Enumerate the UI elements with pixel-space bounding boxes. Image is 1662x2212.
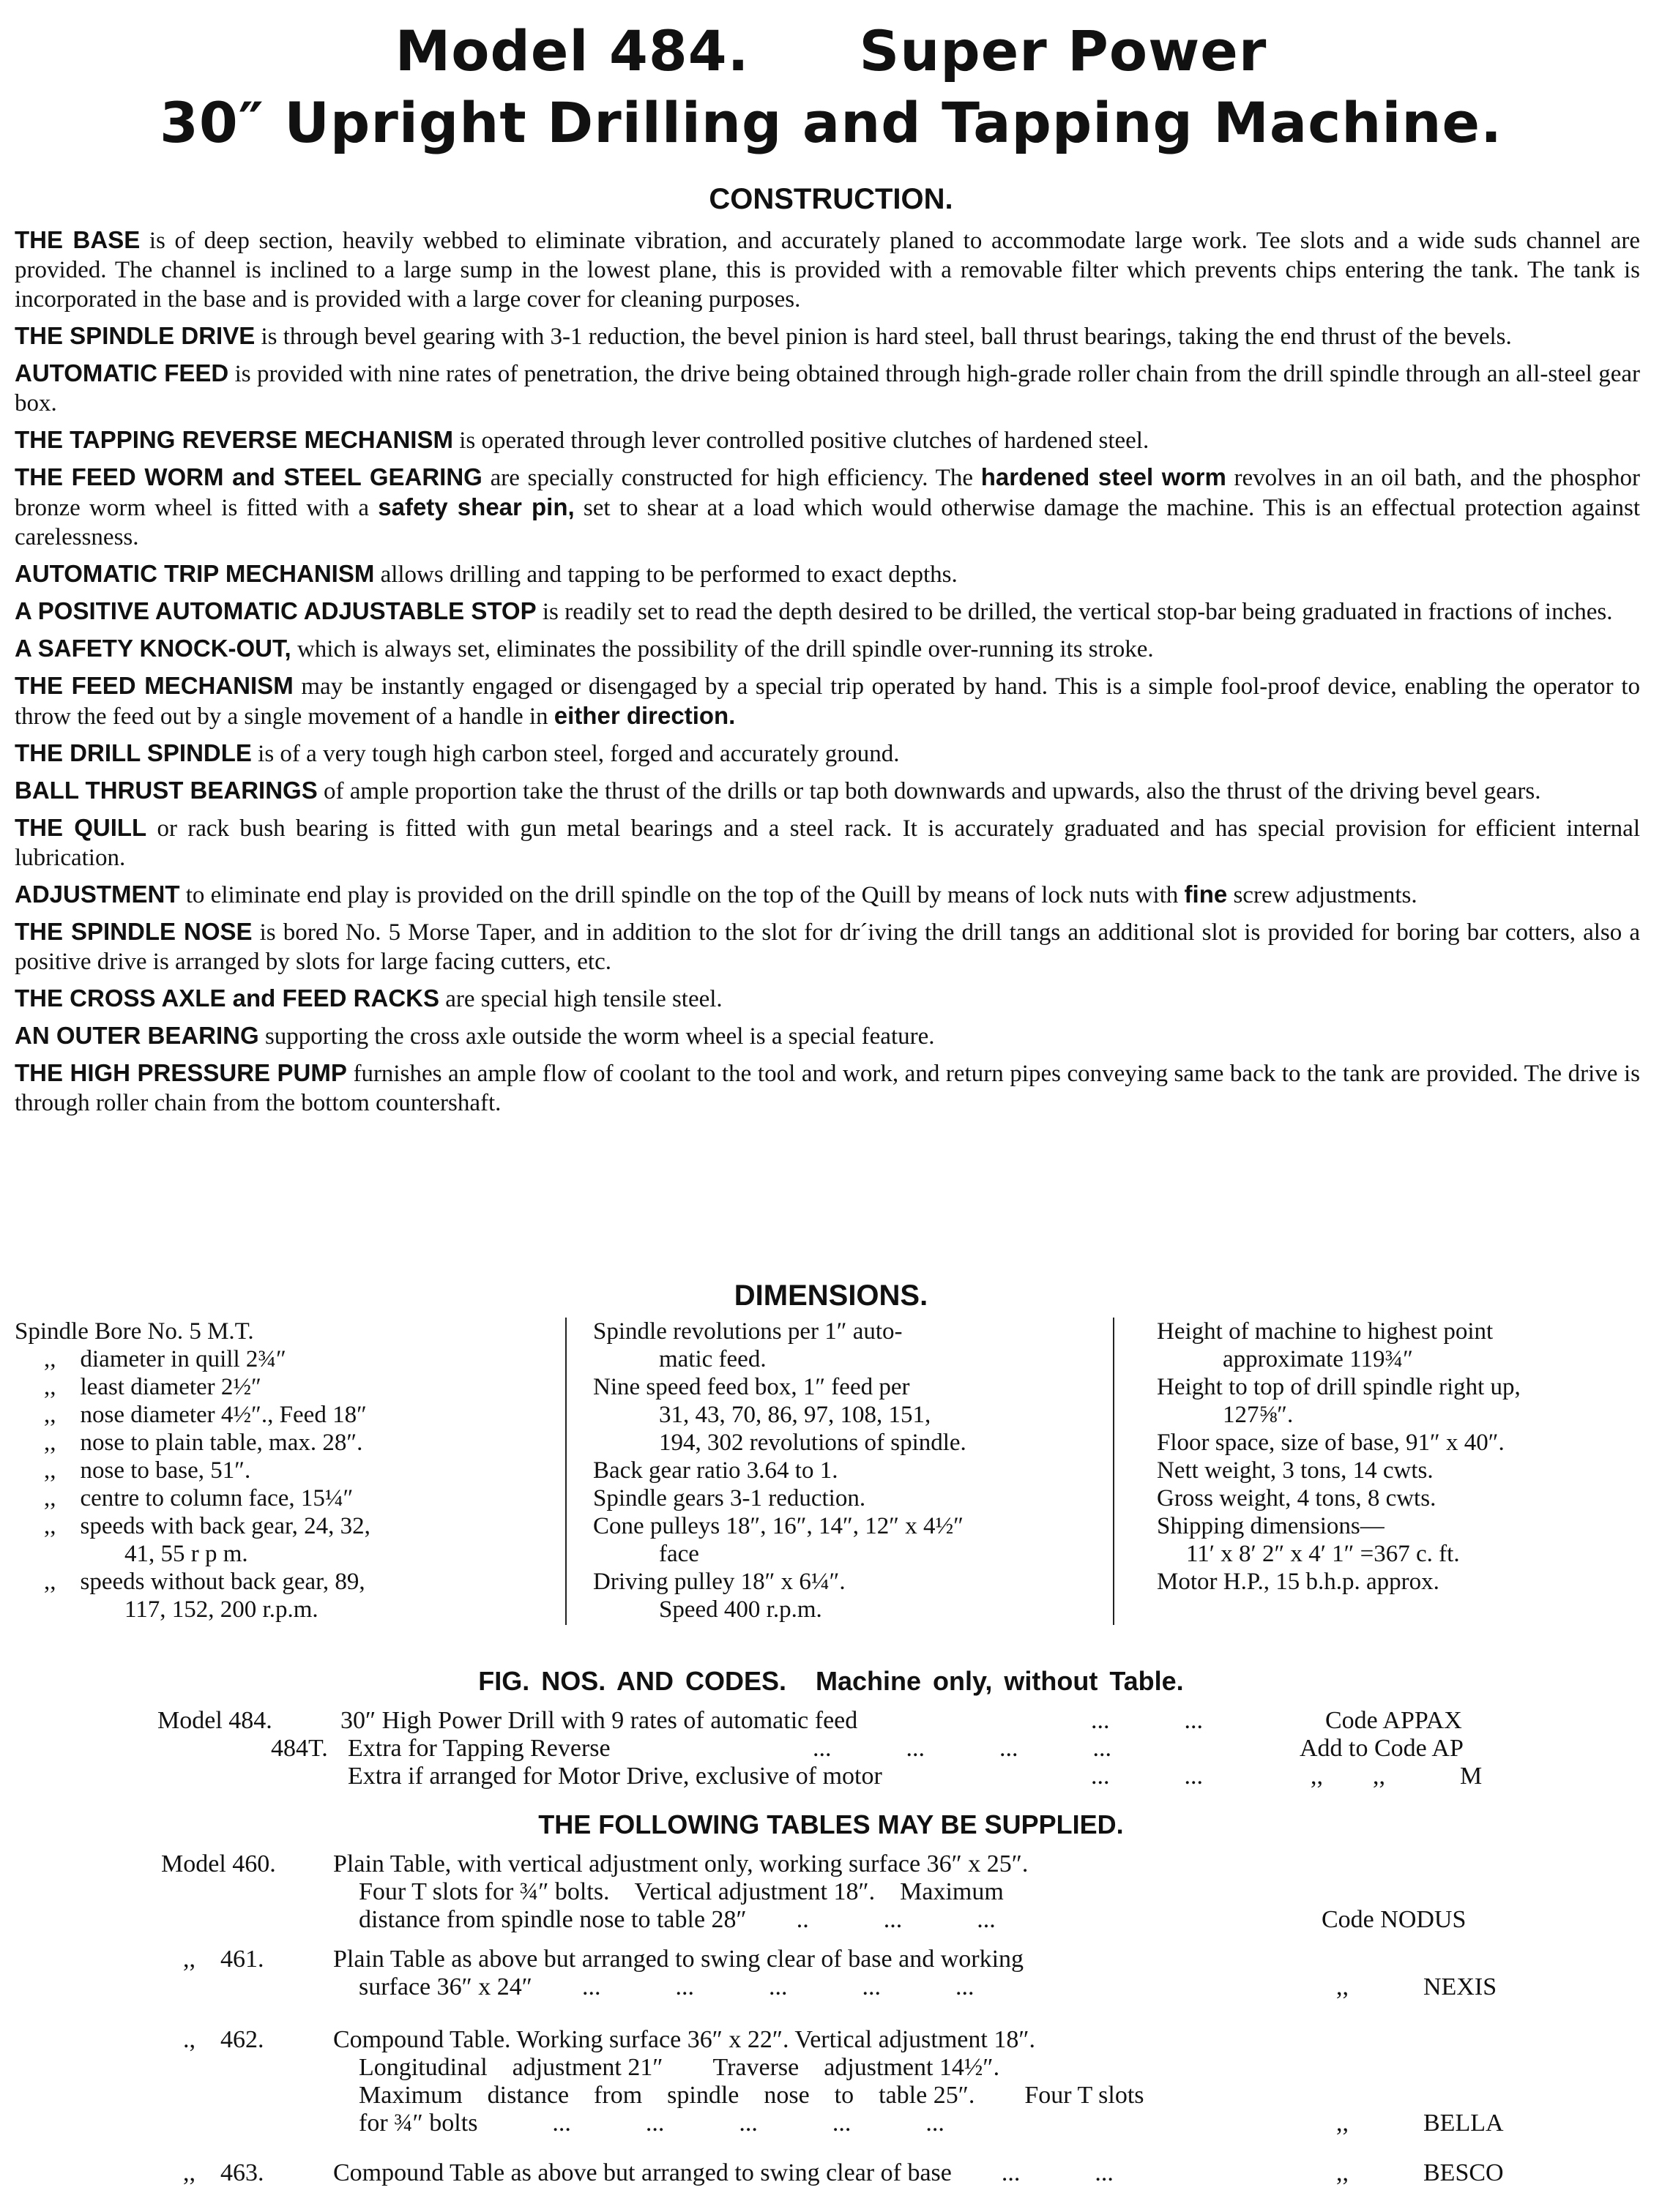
dimension-line: 41, 55 r p m. — [124, 1541, 248, 1567]
paragraph-adjustment: ADJUSTMENT to eliminate end play is provided on the drill spindle on the top of the Quill by means of lock nuts with fine screw adjustments. — [15, 881, 1417, 908]
table-row-line: Four T slots for ¾″ bolts. Vertical adjustment 18″. Maximum — [359, 1878, 1004, 1905]
dimension-line: Motor H.P., 15 b.h.p. approx. — [1157, 1569, 1439, 1595]
paragraph-tapping-reverse: THE TAPPING REVERSE MECHANISM is operated through lever controlled positive clutches of hardened steel. — [15, 426, 1149, 454]
paragraph-safety-knock-out: A SAFETY KNOCK-OUT, which is always set, eliminates the possibility of the drill spindle over-running its stroke. — [15, 635, 1154, 662]
dimension-line: ,, least diameter 2½″ — [44, 1374, 261, 1400]
paragraph-cross-axle: THE CROSS AXLE and FEED RACKS are special high tensile steel. — [15, 984, 723, 1012]
code-row-dots: ... ... — [1091, 1763, 1203, 1790]
dimension-line: Nett weight, 3 tons, 14 cwts. — [1157, 1457, 1434, 1484]
product-line: Super Power — [859, 18, 1267, 83]
table-row-line: Compound Table. Working surface 36″ x 22″. Vertical adjustment 18″. — [333, 2026, 1035, 2053]
dimension-line: 194, 302 revolutions of spindle. — [659, 1430, 966, 1456]
table-row-code: ,, NEXIS — [1336, 1973, 1497, 2000]
dimensions-column-1 — [15, 1318, 549, 1623]
dimension-line: Gross weight, 4 tons, 8 cwts. — [1157, 1485, 1436, 1512]
construction-section — [15, 225, 1640, 1125]
construction-heading: CONSTRUCTION. — [709, 183, 953, 215]
code-row-desc: 30″ High Power Drill with 9 rates of automatic feed — [340, 1707, 858, 1734]
table-row-line: Plain Table, with vertical adjustment only, working surface 36″ x 25″. — [333, 1850, 1029, 1877]
dimension-line: Height to top of drill spindle right up, — [1157, 1374, 1521, 1400]
column-divider — [565, 1318, 567, 1625]
table-row-code: ,, BESCO — [1336, 2159, 1504, 2186]
dimension-line: ,, speeds with back gear, 24, 32, — [44, 1513, 370, 1539]
dimension-line: Driving pulley 18″ x 6¼″. — [593, 1569, 846, 1595]
tables-heading: THE FOLLOWING TABLES MAY BE SUPPLIED. — [538, 1809, 1124, 1839]
table-row-model: ., 462. — [183, 2026, 264, 2053]
dimension-line: face — [659, 1541, 699, 1567]
dimension-line: ,, diameter in quill 2¾″ — [44, 1346, 286, 1372]
paragraph-adjustable-stop: A POSITIVE AUTOMATIC ADJUSTABLE STOP is readily set to read the depth desired to be drilled, the vertical stop-bar being graduated in fractions of inches. — [15, 597, 1613, 625]
codes-heading: FIG. NOS. AND CODES. Machine only, without Table. — [478, 1666, 1184, 1696]
dimension-line: ,, nose to base, 51″. — [44, 1457, 251, 1484]
table-row-line: Compound Table as above but arranged to swing clear of base ... ... — [333, 2159, 1114, 2186]
table-row-model: ,, 463. — [183, 2159, 264, 2186]
dimension-line: approximate 119¾″ — [1223, 1346, 1413, 1372]
dimension-line: ,, speeds without back gear, 89, — [44, 1569, 365, 1595]
dimension-line: Speed 400 r.p.m. — [659, 1596, 822, 1623]
code-row-desc: Extra if arranged for Motor Drive, exclusive of motor — [348, 1763, 882, 1790]
table-row-line: surface 36″ x 24″ ... ... ... ... ... — [359, 1973, 975, 2000]
page-title-line-2: 30″ Upright Drilling and Tapping Machine. — [160, 90, 1502, 155]
paragraph-base: THE BASE is of deep section, heavily webbed to eliminate vibration, and accurately planed to accommodate large work. Tee slots and a wide suds channel are provided. The channel is inclined to a large sump in the lowest plane, this is provided with a removable filter which prevents chips entering the tank. The tank is incorporated in the base and is provided with a large cover for cleaning purposes. — [15, 226, 1640, 313]
model-number: Model 484. — [395, 18, 750, 83]
table-row-model: ,, 461. — [183, 1946, 264, 1973]
paragraph-spindle-drive: THE SPINDLE DRIVE is through bevel gearing with 3-1 reduction, the bevel pinion is hard steel, ball thrust bearings, taking the end thrust of the bevels. — [15, 322, 1512, 350]
dimension-line: Spindle Bore No. 5 M.T. — [15, 1318, 254, 1345]
dimensions-column-3 — [1157, 1318, 1647, 1596]
paragraph-drill-spindle: THE DRILL SPINDLE is of a very tough high carbon steel, forged and accurately ground. — [15, 739, 900, 767]
dimension-line: 31, 43, 70, 86, 97, 108, 151, — [659, 1402, 931, 1428]
dimension-line: Back gear ratio 3.64 to 1. — [593, 1457, 838, 1484]
table-row-line: Plain Table as above but arranged to swing clear of base and working — [333, 1946, 1024, 1973]
table-row-model: Model 460. — [161, 1850, 276, 1877]
dimensions-heading: DIMENSIONS. — [734, 1279, 928, 1312]
code-row-dots: ... ... ... ... — [813, 1735, 1111, 1762]
dimension-line: Spindle gears 3-1 reduction. — [593, 1485, 866, 1512]
dimensions-column-2 — [593, 1318, 1091, 1623]
dimension-line: Shipping dimensions— — [1157, 1513, 1385, 1539]
paragraph-automatic-feed: AUTOMATIC FEED is provided with nine rates of penetration, the drive being obtained through high-grade roller chain from the drill spindle through an all-steel gear box. — [15, 359, 1640, 416]
table-row-code: ,, BELLA — [1336, 2110, 1504, 2137]
table-row-line: for ¾″ bolts ... ... ... ... ... — [359, 2110, 944, 2137]
dimension-line: ,, centre to column face, 15¼″ — [44, 1485, 354, 1512]
column-divider — [1113, 1318, 1114, 1625]
table-row-line: distance from spindle nose to table 28″ .. ... ... — [359, 1906, 996, 1933]
paragraph-automatic-trip: AUTOMATIC TRIP MECHANISM allows drilling and tapping to be performed to exact depths. — [15, 560, 958, 588]
paragraph-quill: THE QUILL or rack bush bearing is fitted with gun metal bearings and a steel rack. It is accurately graduated and has special provision for efficient internal lubrication. — [15, 814, 1640, 871]
code-row-code: Add to Code AP — [1300, 1735, 1464, 1762]
paragraph-outer-bearing: AN OUTER BEARING supporting the cross axle outside the worm wheel is a special feature. — [15, 1022, 935, 1050]
code-row-desc: Extra for Tapping Reverse — [348, 1735, 611, 1762]
page-title-line-1 — [0, 16, 1662, 86]
codes-heading-note: Machine only, without Table. — [816, 1666, 1184, 1696]
paragraph-feed-mechanism: THE FEED MECHANISM may be instantly engaged or disengaged by a special trip operated by hand. This is a simple fool-proof device, enabling the operator to throw the feed out by a single movement of a handle in either direction. — [15, 672, 1640, 730]
paragraph-spindle-nose: THE SPINDLE NOSE is bored No. 5 Morse Taper, and in addition to the slot for dr´iving the drill tangs an additional slot is provided for boring bar cotters, also a positive drive is arranged by slots for large facing cutters, etc. — [15, 918, 1641, 975]
code-row-model: 484T. — [271, 1735, 328, 1762]
dimension-line: 11′ x 8′ 2″ x 4′ 1″ =367 c. ft. — [1186, 1541, 1460, 1567]
paragraph-high-pressure-pump: THE HIGH PRESSURE PUMP furnishes an ample flow of coolant to the tool and work, and return pipes conveying same back to the tank are provided. The drive is through roller chain from the bottom countershaft. — [15, 1059, 1640, 1116]
dimension-line: Nine speed feed box, 1″ feed per — [593, 1374, 910, 1400]
paragraph-feed-worm: THE FEED WORM and STEEL GEARING are specially constructed for high efficiency. The hardened steel worm revolves in an oil bath, and the phosphor bronze worm wheel is fitted with a safety shear pin, set to shear at a load which would otherwise damage the machine. This is an effectual protection against carelessness. — [15, 463, 1640, 550]
dimension-line: Floor space, size of base, 91″ x 40″. — [1157, 1430, 1505, 1456]
table-row-code: Code NODUS — [1322, 1906, 1467, 1933]
code-row-dots: ... ... — [1091, 1707, 1203, 1734]
dimension-line: Spindle revolutions per 1″ auto- — [593, 1318, 903, 1345]
dimension-line: 127⅝″. — [1223, 1402, 1294, 1428]
code-row-model: Model 484. — [157, 1707, 272, 1734]
code-row-code: Code APPAX — [1325, 1707, 1462, 1734]
table-row-line: Longitudinal adjustment 21″ Traverse adjustment 14½″. — [359, 2054, 1000, 2081]
dimension-line: ,, nose to plain table, max. 28″. — [44, 1430, 363, 1456]
dimensions-table — [15, 1318, 1647, 1632]
table-row-line: Maximum distance from spindle nose to table 25″. Four T slots — [359, 2082, 1144, 2109]
dimension-line: ,, nose diameter 4½″., Feed 18″ — [44, 1402, 367, 1428]
dimension-line: Cone pulleys 18″, 16″, 14″, 12″ x 4½″ — [593, 1513, 964, 1539]
dimension-line: matic feed. — [659, 1346, 767, 1372]
paragraph-ball-thrust-bearings: BALL THRUST BEARINGS of ample proportion take the thrust of the drills or tap both downwards and upwards, also the thrust of the driving bevel gears. — [15, 777, 1541, 804]
dimension-line: 117, 152, 200 r.p.m. — [124, 1596, 318, 1623]
dimension-line: Height of machine to highest point — [1157, 1318, 1494, 1345]
code-row-code: ,, ,, M — [1311, 1763, 1483, 1790]
